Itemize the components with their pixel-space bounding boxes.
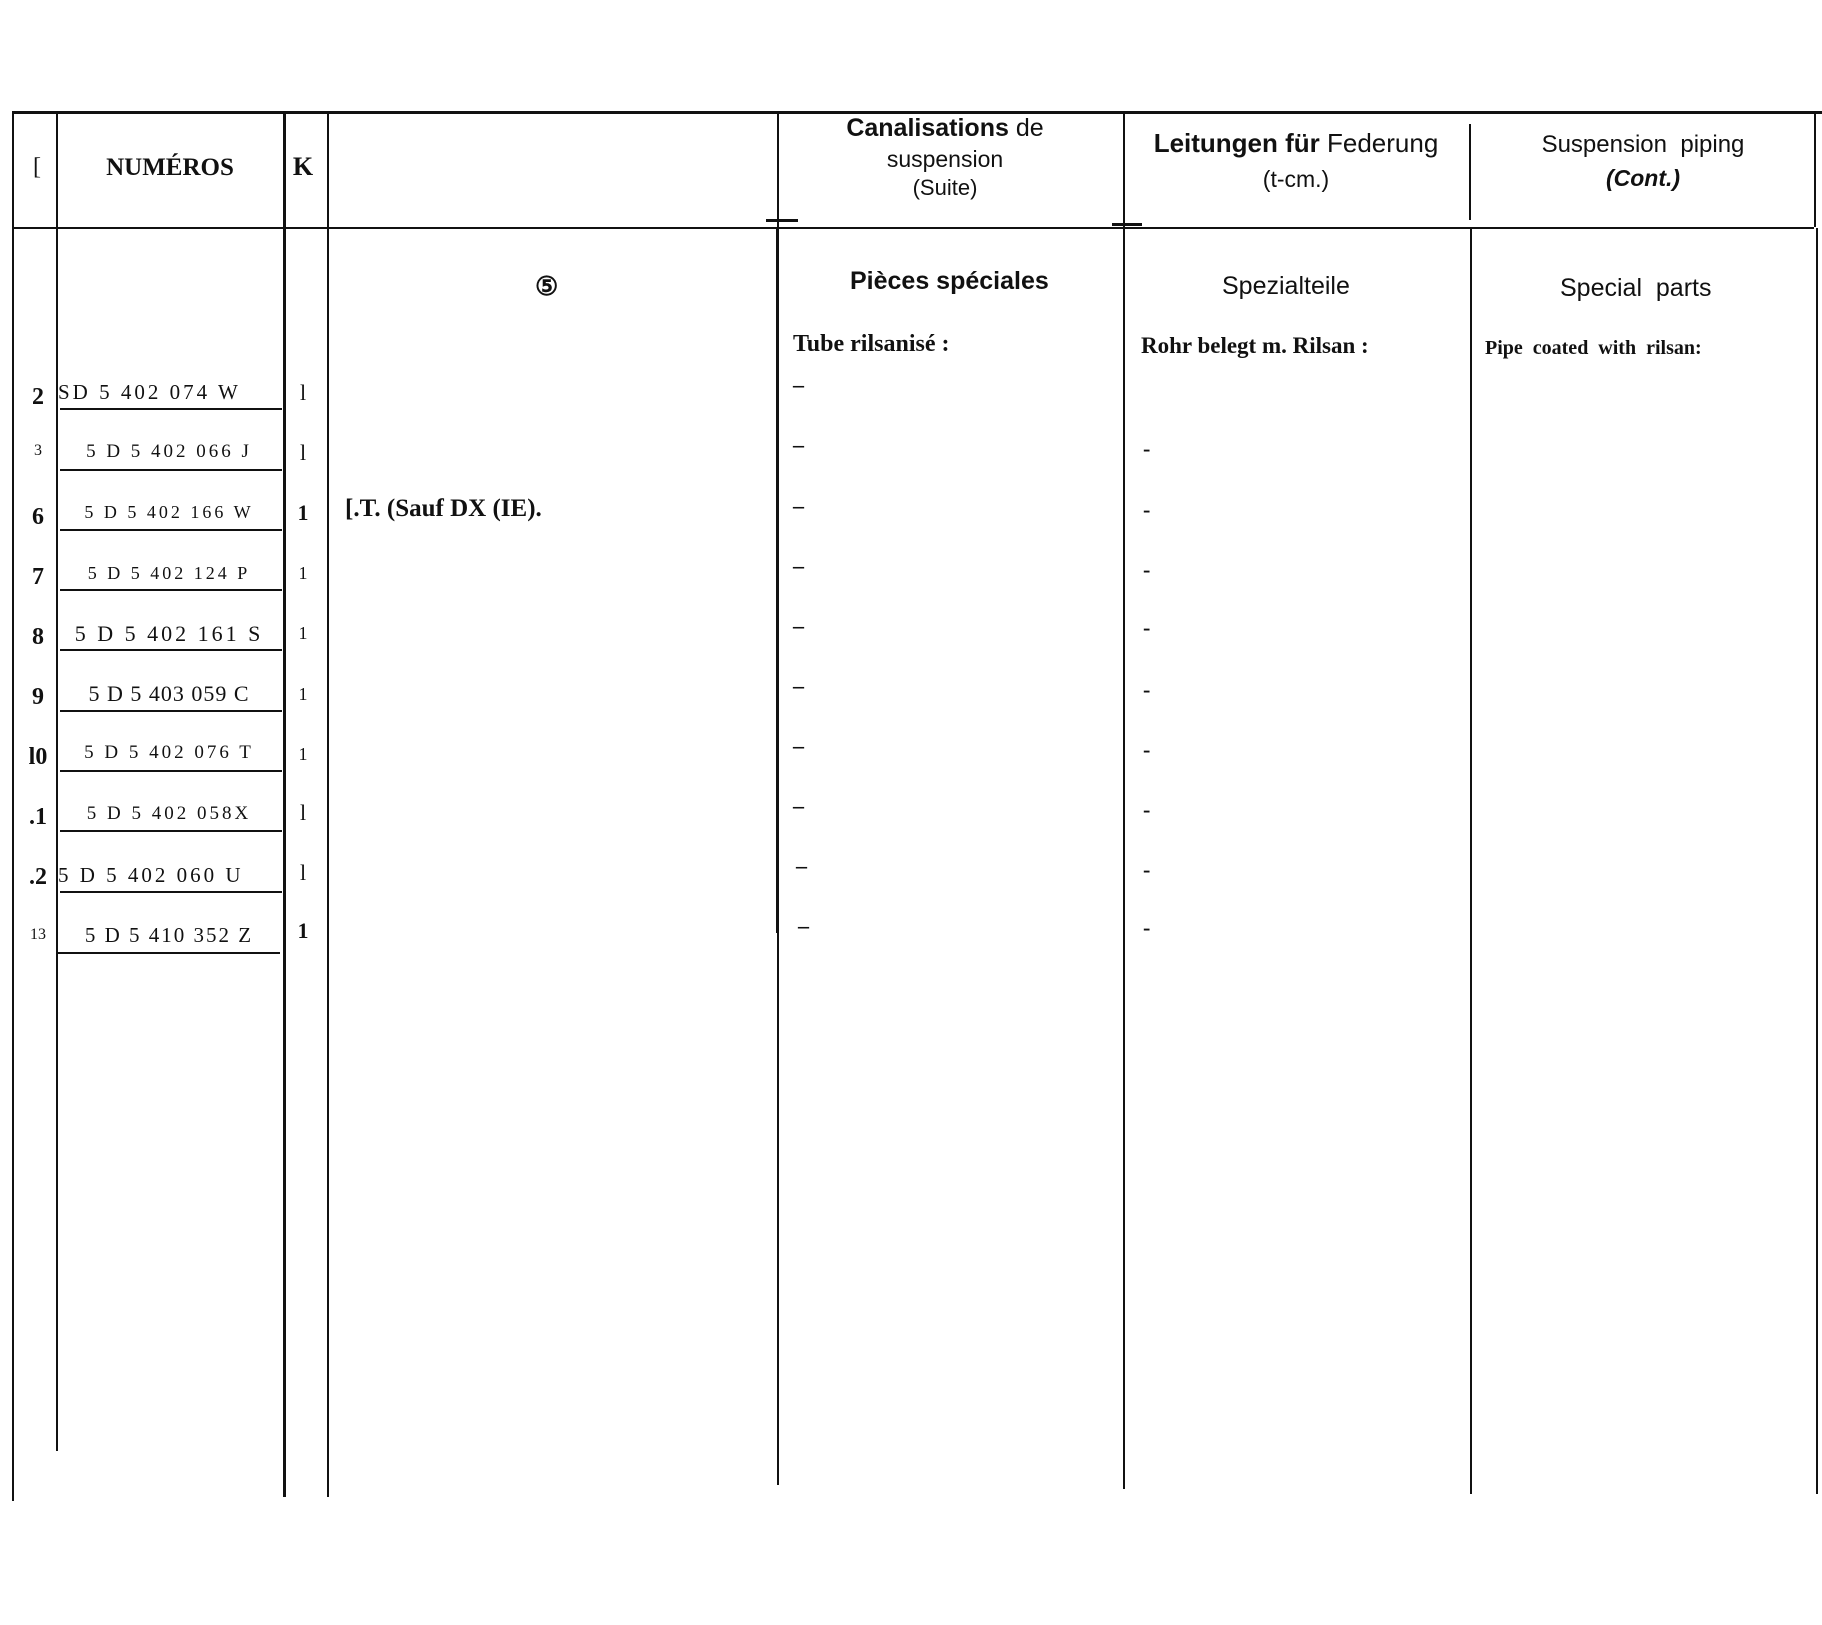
row-index: 8: [32, 624, 44, 650]
part-number: 5 D 5 410 352 Z: [84, 923, 254, 947]
part-number: 5 D 5 402 166 W: [84, 502, 254, 522]
french-dash: –: [798, 913, 809, 938]
german-dash: -: [1143, 915, 1151, 940]
col-rule-8b: [1816, 228, 1818, 1494]
header-english-title: Suspension piping: [1541, 131, 1745, 158]
part-number: 5 D 5 402 060 U: [58, 863, 244, 887]
french-dash: –: [793, 432, 804, 457]
row-index: .1: [29, 804, 47, 830]
quantity: 1: [297, 918, 309, 943]
part-number: 5 D 5 402 161 S: [74, 621, 264, 646]
header-index: [: [33, 154, 41, 180]
part-number: 5 D 5 402 124 P: [87, 563, 251, 583]
section-title-english: Special parts: [1560, 274, 1712, 302]
french-dash: –: [793, 372, 804, 397]
subheading-french: Tube rilsanisé :: [793, 331, 950, 357]
header-french-line2: suspension: [886, 145, 1004, 172]
part-number: 5 D 5 402 066 J: [86, 441, 252, 462]
french-dash: –: [796, 853, 807, 878]
part-number: 5 D 5 402 058X: [86, 803, 252, 824]
row-index: 7: [32, 564, 44, 590]
part-number: 5 D 5 403 059 C: [88, 681, 250, 706]
row-index: 2: [32, 384, 44, 410]
quantity: l: [299, 380, 307, 405]
french-dash: –: [793, 673, 804, 698]
row-index: 6: [32, 504, 44, 530]
section-symbol: ⑤: [535, 272, 559, 301]
col-rule-6: [1123, 111, 1125, 1489]
header-french-line3: (Suite): [912, 175, 978, 201]
row-description: [.T. (Sauf DX (IE).: [345, 495, 542, 522]
subheading-english: Pipe coated with rilsan:: [1485, 337, 1702, 359]
header-english-line2: (Cont.): [1605, 165, 1681, 192]
section-title-french: Pièces spéciales: [850, 267, 1049, 295]
header-german-title: Leitungen für: [1153, 128, 1320, 158]
row-index: 9: [32, 684, 44, 710]
part-number-underline: [60, 589, 282, 591]
col-rule-7: [1469, 124, 1471, 220]
header-numeros: NUMÉROS: [106, 154, 234, 181]
header-german-title-rest: Federung: [1319, 128, 1439, 158]
quantity: l: [299, 860, 307, 885]
part-number-underline: [60, 891, 282, 893]
header-french-title-rest: de: [1008, 114, 1044, 142]
col-rule-5-heavy: [776, 228, 779, 933]
part-number-underline: [60, 770, 282, 772]
col-rule-4: [327, 111, 329, 1497]
col-rule-1: [12, 111, 14, 1501]
subheading-german: Rohr belegt m. Rilsan :: [1141, 333, 1369, 358]
quantity: 1: [298, 684, 308, 704]
header-german-line2: (t-cm.): [1262, 165, 1330, 192]
german-dash: -: [1143, 677, 1151, 702]
tick-mark-1: [766, 219, 798, 222]
german-dash: -: [1143, 857, 1151, 882]
french-dash: –: [793, 613, 804, 638]
quantity: 1: [297, 500, 309, 525]
quantity: l: [299, 440, 307, 465]
german-dash: -: [1143, 615, 1151, 640]
row-index: .2: [29, 864, 47, 890]
part-number-underline: [60, 469, 282, 471]
german-dash: -: [1143, 797, 1151, 822]
header-french-title: Canalisations: [846, 114, 1009, 142]
quantity: 1: [298, 623, 308, 643]
part-number-underline: [58, 952, 280, 954]
part-number-underline: [60, 529, 282, 531]
part-number-underline: [60, 408, 282, 410]
french-dash: –: [793, 733, 804, 758]
part-number-underline: [60, 830, 282, 832]
german-dash: -: [1143, 737, 1151, 762]
header-english: [1476, 129, 1810, 194]
german-dash: -: [1143, 436, 1151, 461]
header-german: [1128, 127, 1464, 195]
part-number: SD 5 402 074 W: [58, 380, 241, 404]
quantity: 1: [298, 563, 308, 583]
col-rule-7b: [1470, 228, 1472, 1494]
col-rule-3: [283, 111, 286, 1497]
row-index: 3: [34, 442, 42, 459]
section-title-german: Spezialteile: [1222, 272, 1350, 300]
header-k: K: [292, 152, 314, 181]
part-number: 5 D 5 402 076 T: [84, 742, 254, 763]
french-dash: –: [793, 493, 804, 518]
row-index: l0: [28, 744, 48, 770]
quantity: l: [299, 800, 307, 825]
french-dash: –: [793, 793, 804, 818]
german-dash: -: [1143, 497, 1151, 522]
french-dash: –: [793, 553, 804, 578]
row-index: 13: [30, 926, 46, 943]
german-dash: -: [1143, 557, 1151, 582]
part-number-underline: [60, 649, 282, 651]
tick-mark-2: [1112, 223, 1142, 226]
part-number-underline: [60, 710, 282, 712]
col-rule-2: [56, 111, 58, 1451]
col-rule-8: [1814, 111, 1816, 227]
header-french: [790, 112, 1100, 203]
quantity: 1: [298, 744, 308, 764]
